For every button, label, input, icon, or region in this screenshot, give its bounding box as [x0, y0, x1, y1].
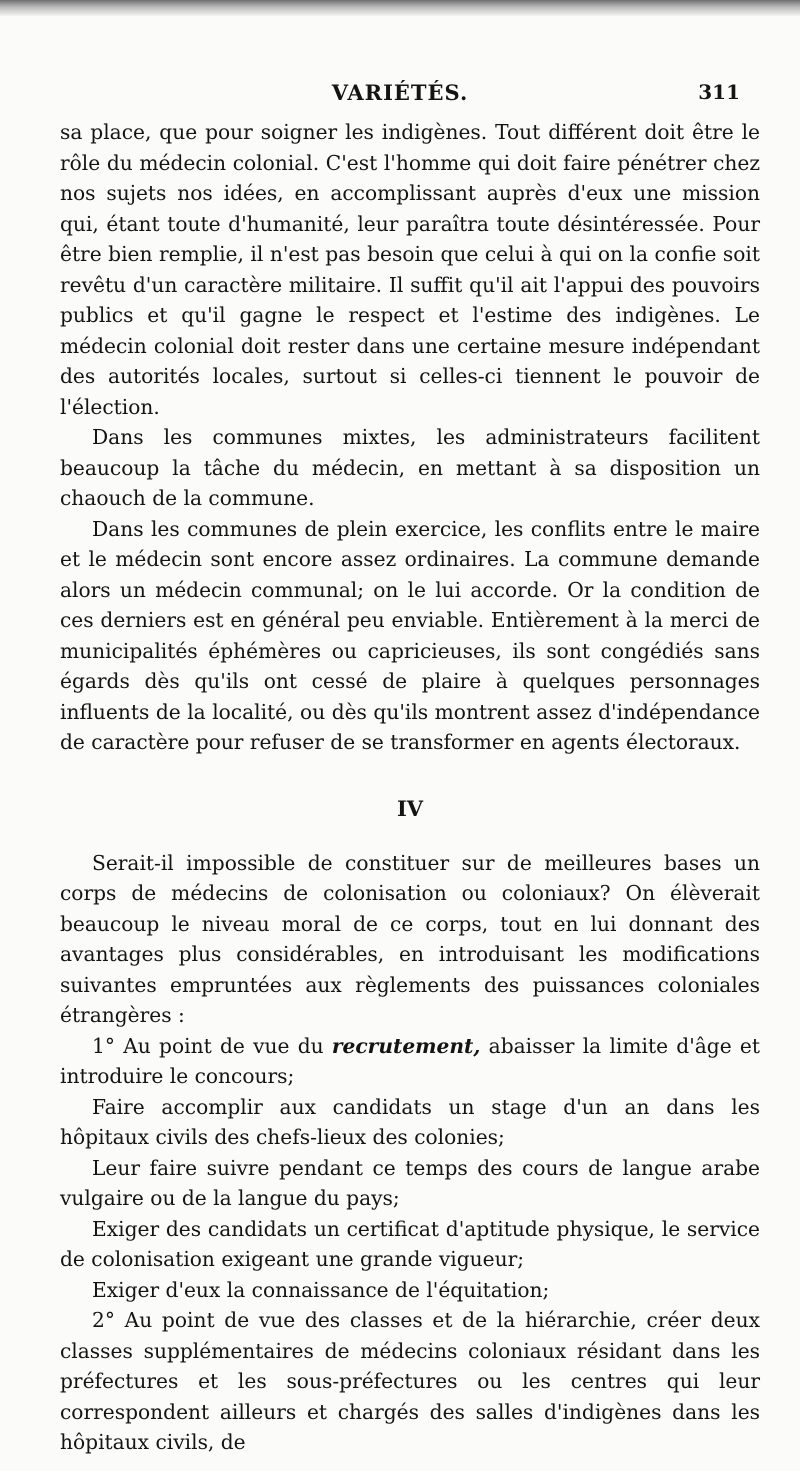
paragraph: Dans les communes mixtes, les administrateurs facilitent beaucoup la tâche du médecin, en mettant à sa disposition un chaouch de la commune. [60, 425, 760, 510]
scan-top-edge [0, 0, 800, 16]
paragraph: Serait-il impossible de constituer sur de meilleures bases un corps de médecins de colonisation ou coloniaux? On élèverait beaucoup le niveau moral de ce corps, tout en lui donnant des avantages plus considérables, en introduisant les modifications suivantes empruntées aux règlements des puissances coloniales étrangères : [60, 850, 760, 1027]
paragraph: Dans les communes de plein exercice, les conflits entre le maire et le médecin sont encore assez ordinaires. La commune demande alors un médecin communal; on le lui accorde. Or la condition de ces derniers est en général peu enviable. Entièrement à la merci de municipalités éphémères ou capricieuses, ils sont congédiés sans égards dès qu'ils ont cessé de plaire à quelques personnages influents de la localité, ou dès qu'ils montrent assez d'indépendance de caractère pour refuser de se transformer en agents électoraux. [60, 516, 760, 754]
page-number: 311 [698, 80, 740, 104]
list-item: 2° Au point de vue des classes et de la hiérarchie, créer deux classes supplémentaires de médecins coloniaux résidant dans les préfectures et les sous-préfectures ou les centres qui leur correspondent ailleurs et chargés des salles d'indigènes dans les hôpitaux civils, de [60, 1308, 760, 1454]
page-body [60, 117, 760, 1458]
paragraph: sa place, que pour soigner les indigènes. Tout différent doit être le rôle du médecin colonial. C'est l'homme qui doit faire pénétrer chez nos sujets nos idées, en accomplissant auprès d'eux une mission qui, étant toute d'humanité, leur paraîtra toute désintéressée. Pour être bien remplie, il n'est pas besoin que celui à qui on la confie soit revêtu d'un caractère militaire. Il suffit qu'il ait l'appui des pouvoirs publics et qu'il gagne le respect et l'estime des indigènes. Le médecin colonial doit rester dans une certaine mesure indépendant des autorités locales, surtout si celles-ci tiennent le pouvoir de l'élection. [60, 120, 760, 419]
list-item: Leur faire suivre pendant ce temps des cours de langue arabe vulgaire ou de la langue du pays; [60, 1155, 760, 1210]
list-item-suffix: abaisser la limite d'âge et introduire le concours; [60, 1033, 760, 1088]
list-item [60, 1031, 760, 1092]
section-heading: IV [396, 795, 424, 821]
list-item: Exiger d'eux la connaissance de l'équitation; [92, 1277, 550, 1302]
page-header [0, 80, 800, 110]
list-item-prefix: 1° Au point de vue du [92, 1033, 332, 1058]
list-item: Exiger des candidats un certificat d'aptitude physique, le service de colonisation exigeant une grande vigueur; [60, 1216, 760, 1271]
list-item: Faire accomplir aux candidats un stage d'un an dans les hôpitaux civils des chefs-lieux des colonies; [60, 1094, 760, 1149]
emphasized-term: recrutement, [331, 1033, 481, 1058]
running-title: VARIÉTÉS. [331, 80, 469, 105]
